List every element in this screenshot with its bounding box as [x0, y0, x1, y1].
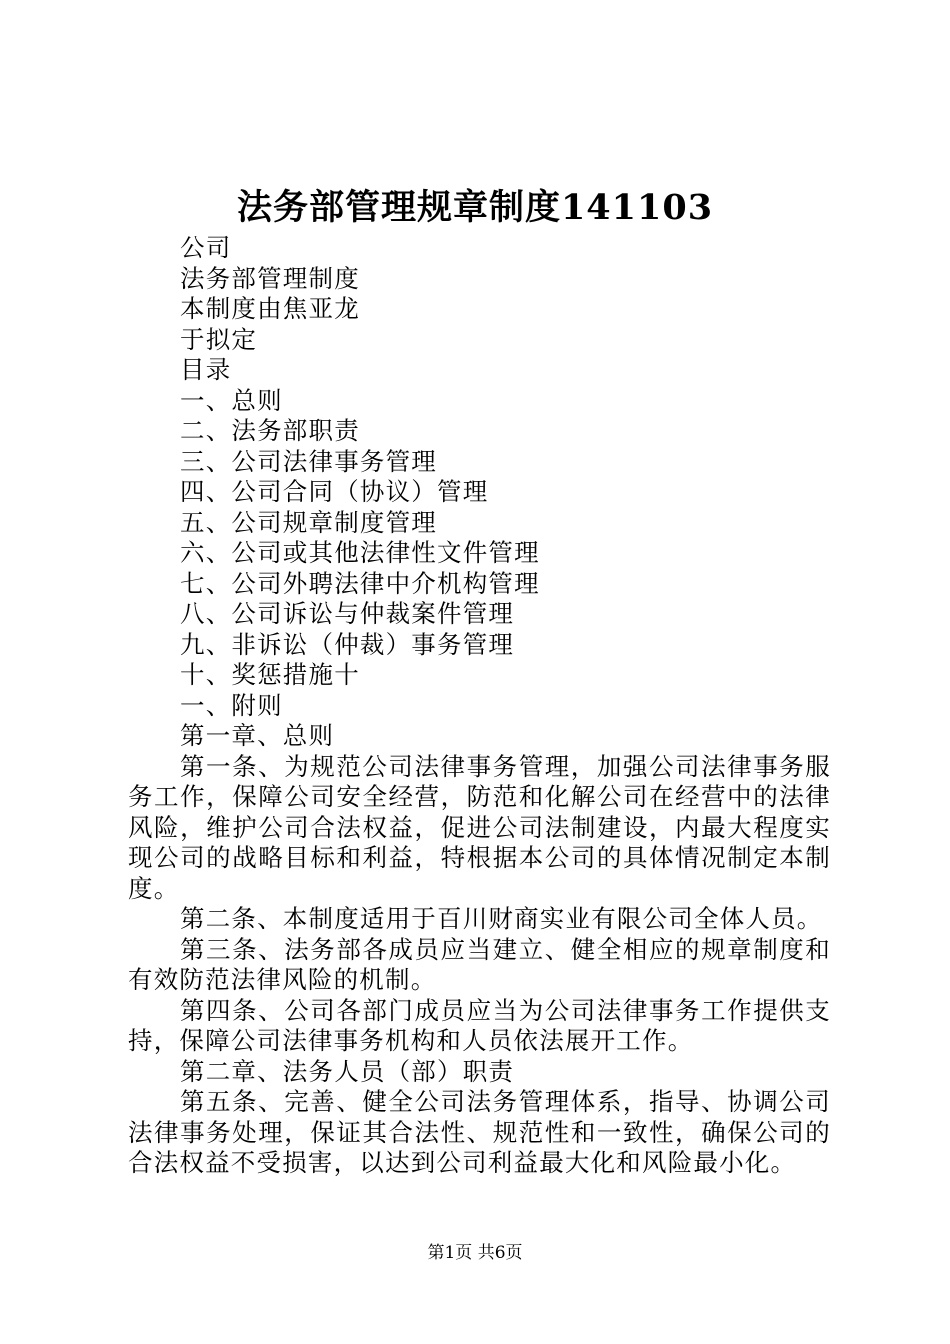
- article-paragraph: 第五条、完善、健全公司法务管理体系，指导、协调公司法律事务处理，保证其合法性、规范性和一致性，确保公司的合法权益不受损害，以达到公司利益最大化和风险最小化。: [128, 1087, 831, 1177]
- toc-item: 一、总则: [180, 385, 283, 415]
- toc-item: 五、公司规章制度管理: [180, 507, 437, 537]
- chapter-heading: 第一章、总则: [180, 721, 335, 750]
- toc-item: 二、法务部职责: [180, 416, 360, 445]
- chapter-heading: 第二章、法务人员（部）职责: [180, 1056, 515, 1086]
- article-paragraph: 第三条、法务部各成员应当建立、健全相应的规章制度和有效防范法律风险的机制。: [128, 934, 831, 994]
- document-body: [128, 233, 831, 1179]
- toc-item: 八、公司诉讼与仲裁案件管理: [180, 599, 515, 628]
- toc-item: 十、奖惩措施十: [180, 660, 360, 689]
- toc-item: 四、公司合同（协议）管理: [180, 477, 489, 506]
- toc-heading: 目录: [180, 355, 232, 384]
- text-line: 本制度由焦亚龙: [180, 294, 360, 323]
- toc-item: 三、公司法律事务管理: [180, 446, 437, 476]
- toc-item: 六、公司或其他法律性文件管理: [180, 538, 540, 567]
- article-paragraph: 第一条、为规范公司法律事务管理，加强公司法律事务服务工作，保障公司安全经营，防范和化解公司在经营中的法律风险，维护公司合法权益，促进公司法制建设，内最大程度实现公司的战略目标和利益，特根据本公司的具体情况制定本制度。: [128, 751, 831, 903]
- text-line: 法务部管理制度: [180, 263, 360, 293]
- article-paragraph: 第二条、本制度适用于百川财商实业有限公司全体人员。: [180, 904, 823, 933]
- document-title: 法务部管理规章制度141103: [236, 187, 714, 228]
- toc-item: 一、附则: [180, 690, 283, 720]
- page-footer: 第1页 共6页: [427, 1243, 523, 1263]
- article-paragraph: 第四条、公司各部门成员应当为公司法律事务工作提供支持，保障公司法律事务机构和人员依法展开工作。: [128, 995, 831, 1055]
- toc-item: 七、公司外聘法律中介机构管理: [180, 568, 540, 598]
- text-line: 于拟定: [180, 324, 258, 354]
- text-line: 公司: [180, 233, 232, 262]
- toc-item: 九、非诉讼（仲裁）事务管理: [180, 629, 515, 659]
